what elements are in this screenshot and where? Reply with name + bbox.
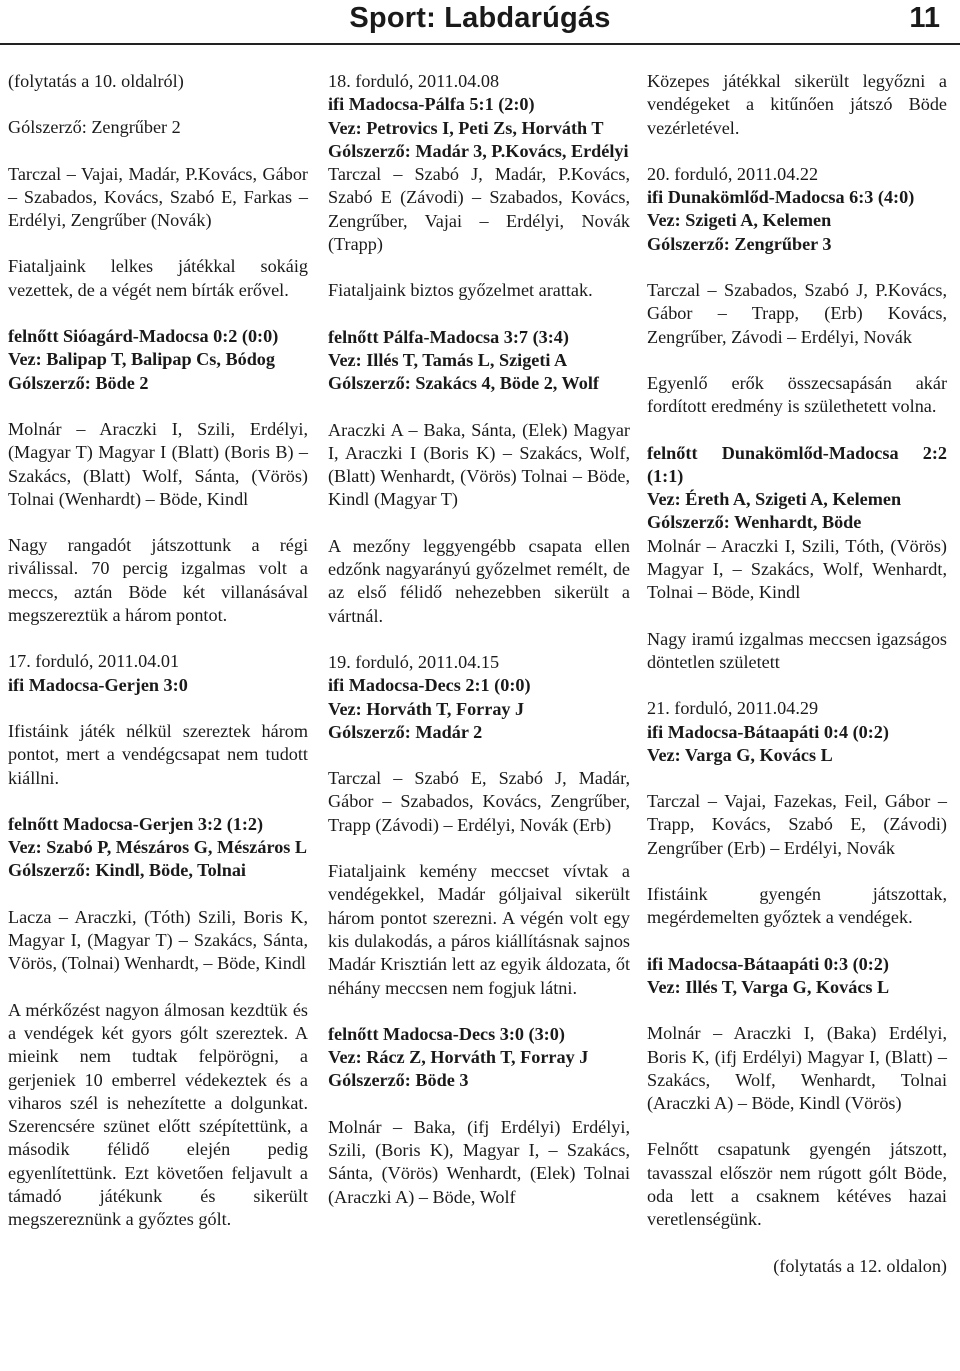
article-paragraph: Egyenlő erők összecsapásán akár fordított eredmény is születhetett volna.: [647, 372, 947, 417]
match-info-line: Gólszerző: Madár 2: [328, 721, 483, 742]
page-header: [0, 0, 960, 45]
article-paragraph: Fiataljaink kemény meccset vívtak a vendégekkel, Madár góljaival sikerült három pontot szerezni. A végén volt egy kis dulakodás, a páros kiállításnak sajnos Madár Krisztián lett az egyik áldozata, őt néhány meccsen nem fogjuk látni.: [328, 861, 630, 998]
article-paragraph: Tarczal – Szabó J, Madár, P.Kovács, Szabó E (Závodi) – Szabados, Kovács, Zengrűber, Vajai – Erdélyi, Novák (Trapp): [328, 164, 630, 255]
match-info-line: Vez: Szabó P, Mészáros G, Mészáros L: [8, 837, 308, 858]
match-info-line: felnőtt Sióagárd-Madocsa 0:2 (0:0): [8, 326, 279, 347]
match-info-line: Gólszerző: Böde 2: [8, 372, 149, 393]
section-title: Sport: Labdarúgás: [349, 2, 611, 34]
column-middle: [328, 70, 630, 1232]
match-info-line: Vez: Petrovics I, Peti Zs, Horváth T: [328, 117, 604, 138]
article-paragraph: Fiataljaink lelkes játékkal sokáig vezettek, de a végét nem bírták erővel.: [8, 256, 308, 300]
article-paragraph: (folytatás a 10. oldalról): [8, 71, 184, 91]
article-paragraph: Nagy iramú izgalmas meccsen igazságos döntetlen született: [647, 628, 947, 672]
article-paragraph: Fiataljaink biztos győzelmet arattak.: [328, 280, 593, 301]
article-paragraph: A mérkőzést nagyon álmosan kezdtük és a vendégek két gyors gólt szereztek. A mieink nem tudtak felpörögni, a gerjeniek 10 emberrel védekeztek és a viharos szél is nehezítette a dolgunkat. Szerencsére szünet előtt szépítettünk, a második félidő elején pedig egyenlítettünk. Ezt követően feljavult a támadó játékunk és sikerült megszereznünk a győztes gólt.: [8, 999, 308, 1230]
article-paragraph: Araczki A – Baka, Sánta, (Elek) Magyar I, Araczki I (Boris K) – Szakács, Wolf, (Blatt) Wenhardt, (Vörös) Tolnai – Böde, Kindl (Magyar T): [328, 419, 630, 510]
article-paragraph: 19. forduló, 2011.04.15: [328, 651, 500, 672]
match-info-line: Vez: Rácz Z, Horváth T, Forray J: [328, 1047, 589, 1068]
article-paragraph: Ifistáink gyengén játszottak, megérdemelten győztek a vendégek.: [647, 884, 947, 928]
page-number: 11: [909, 2, 940, 34]
article-paragraph: A mezőny leggyengébb csapata ellen edzőnk nagyarányú győzelmet remélt, de az első félidő nehezebben sikerült a vártnál.: [328, 535, 630, 626]
article-paragraph: Tarczal – Szabó E, Szabó J, Madár, Gábor – Szabados, Kovács, Zengrűber, Trapp (Závodi) – Erdélyi, Novák (Erb): [328, 768, 630, 835]
match-info-line: felnőtt Dunakömlőd-Madocsa 2:2 (1:1): [647, 442, 947, 486]
match-info-line: felnőtt Madocsa-Decs 3:0 (3:0): [328, 1023, 565, 1044]
article-paragraph: 18. forduló, 2011.04.08: [328, 71, 500, 91]
match-info-line: felnőtt Pálfa-Madocsa 3:7 (3:4): [328, 326, 569, 347]
match-info-line: Gólszerző: Wenhardt, Böde: [647, 512, 862, 533]
article-paragraph: Molnár – Araczki I, Szili, Erdélyi, (Magyar T) Magyar I (Blatt) (Boris B) – Szakács, (Blatt) Wolf, Sánta, (Vörös) Tolnai (Wenhardt) – Böde, Kindl: [8, 418, 308, 509]
match-info-line: Vez: Horváth T, Forray J: [328, 698, 525, 719]
article-paragraph: 17. forduló, 2011.04.01: [8, 651, 180, 672]
match-info-line: ifi Dunakömlőd-Madocsa 6:3 (4:0): [647, 187, 915, 208]
match-info-line: ifi Madocsa-Decs 2:1 (0:0): [328, 675, 531, 696]
article-paragraph: Tarczal – Vajai, Fazekas, Feil, Gábor – Trapp, Kovács, Szabó E, (Závodi) Zengrűber (Erb) – Erdélyi, Novák: [647, 791, 947, 858]
article-paragraph: Ifistáink játék nélkül szereztek három pontot, mert a vendégcsapat nem tudott kiállni.: [8, 720, 308, 788]
article-paragraph: Molnár – Araczki I, (Baka) Erdélyi, Boris K, (ifj Erdélyi) Magyar I, (Blatt) – Szakács, Wolf, Wenhardt, Tolnai (Araczki A) – Böde, Kindl (Vörös): [647, 1023, 947, 1114]
match-info-line: Vez: Éreth A, Szigeti A, Kelemen: [647, 489, 902, 510]
match-info-line: Gólszerző: Böde 3: [328, 1070, 469, 1091]
column-right: [647, 70, 947, 1301]
match-info-line: felnőtt Madocsa-Gerjen 3:2 (1:2): [8, 813, 264, 834]
column-left: [8, 70, 308, 1255]
match-info-line: Vez: Varga G, Kovács L: [647, 744, 833, 765]
match-info-line: Vez: Illés T, Tamás L, Szigeti A: [328, 349, 568, 370]
article-paragraph: 21. forduló, 2011.04.29: [647, 698, 819, 719]
article-paragraph: Tarczal – Szabados, Szabó J, P.Kovács, Gábor – Trapp, (Erb) Kovács, Zengrűber, Závodi – Erdélyi, Novák: [647, 280, 947, 347]
article-paragraph: Tarczal – Vajai, Madár, P.Kovács, Gábor – Szabados, Kovács, Szabó E, Farkas – Erdélyi, Zengrűber (Novák): [8, 163, 308, 231]
article-paragraph: Felnőtt csapatunk gyengén játszott, tavasszal először nem rúgott gólt Böde, oda lett a csaknem kétéves hazai veretlenségünk.: [647, 1139, 947, 1230]
article-paragraph: Lacza – Araczki, (Tóth) Szili, Boris K, Magyar I, (Magyar T) – Szakács, Sánta, Vörös, (Tolnai) Wenhardt, – Böde, Kindl: [8, 906, 308, 974]
match-info-line: ifi Madocsa-Bátaapáti 0:4 (0:2): [647, 721, 889, 742]
match-info-line: Vez: Illés T, Varga G, Kovács L: [647, 976, 890, 997]
match-info-line: Gólszerző: Kindl, Böde, Tolnai: [8, 860, 246, 881]
article-paragraph: Molnár – Araczki I, Szili, Tóth, (Vörös) Magyar I, – Szakács, Wolf, Wenhardt, Tolnai – Böde, Kindl: [647, 535, 947, 603]
article-paragraph: 20. forduló, 2011.04.22: [647, 163, 819, 184]
article-paragraph: Nagy rangadót játszottunk a régi riválissal. 70 percig izgalmas volt a meccs, aztán Böde két villanásával megszereztük a három pontot.: [8, 535, 308, 626]
match-info-line: Gólszerző: Zengrűber 3: [647, 233, 832, 254]
article-paragraph: Gólszerző: Zengrűber 2: [8, 117, 181, 138]
match-info-line: ifi Madocsa-Gerjen 3:0: [8, 674, 188, 695]
match-info-line: Vez: Szigeti A, Kelemen: [647, 210, 832, 231]
article-paragraph: Közepes játékkal sikerült legyőzni a vendégeket a kitűnően játszó Böde vezérletével.: [647, 71, 947, 138]
match-info-line: ifi Madocsa-Bátaapáti 0:3 (0:2): [647, 953, 889, 974]
match-info-line: Gólszerző: Szakács 4, Böde 2, Wolf: [328, 373, 599, 394]
match-info-line: Vez: Balipap T, Balipap Cs, Bódog: [8, 349, 275, 370]
article-paragraph: (folytatás a 12. oldalon): [773, 1255, 947, 1276]
match-info-line: ifi Madocsa-Pálfa 5:1 (2:0): [328, 94, 535, 115]
article-paragraph: Molnár – Baka, (ifj Erdélyi) Erdélyi, Szili, (Boris K), Magyar I, – Szakács, Sánta, (Vörös) Wenhardt, (Elek) Tolnai (Araczki A) – Böde, Wolf: [328, 1116, 630, 1207]
match-info-line: Gólszerző: Madár 3, P.Kovács, Erdélyi: [328, 140, 629, 161]
